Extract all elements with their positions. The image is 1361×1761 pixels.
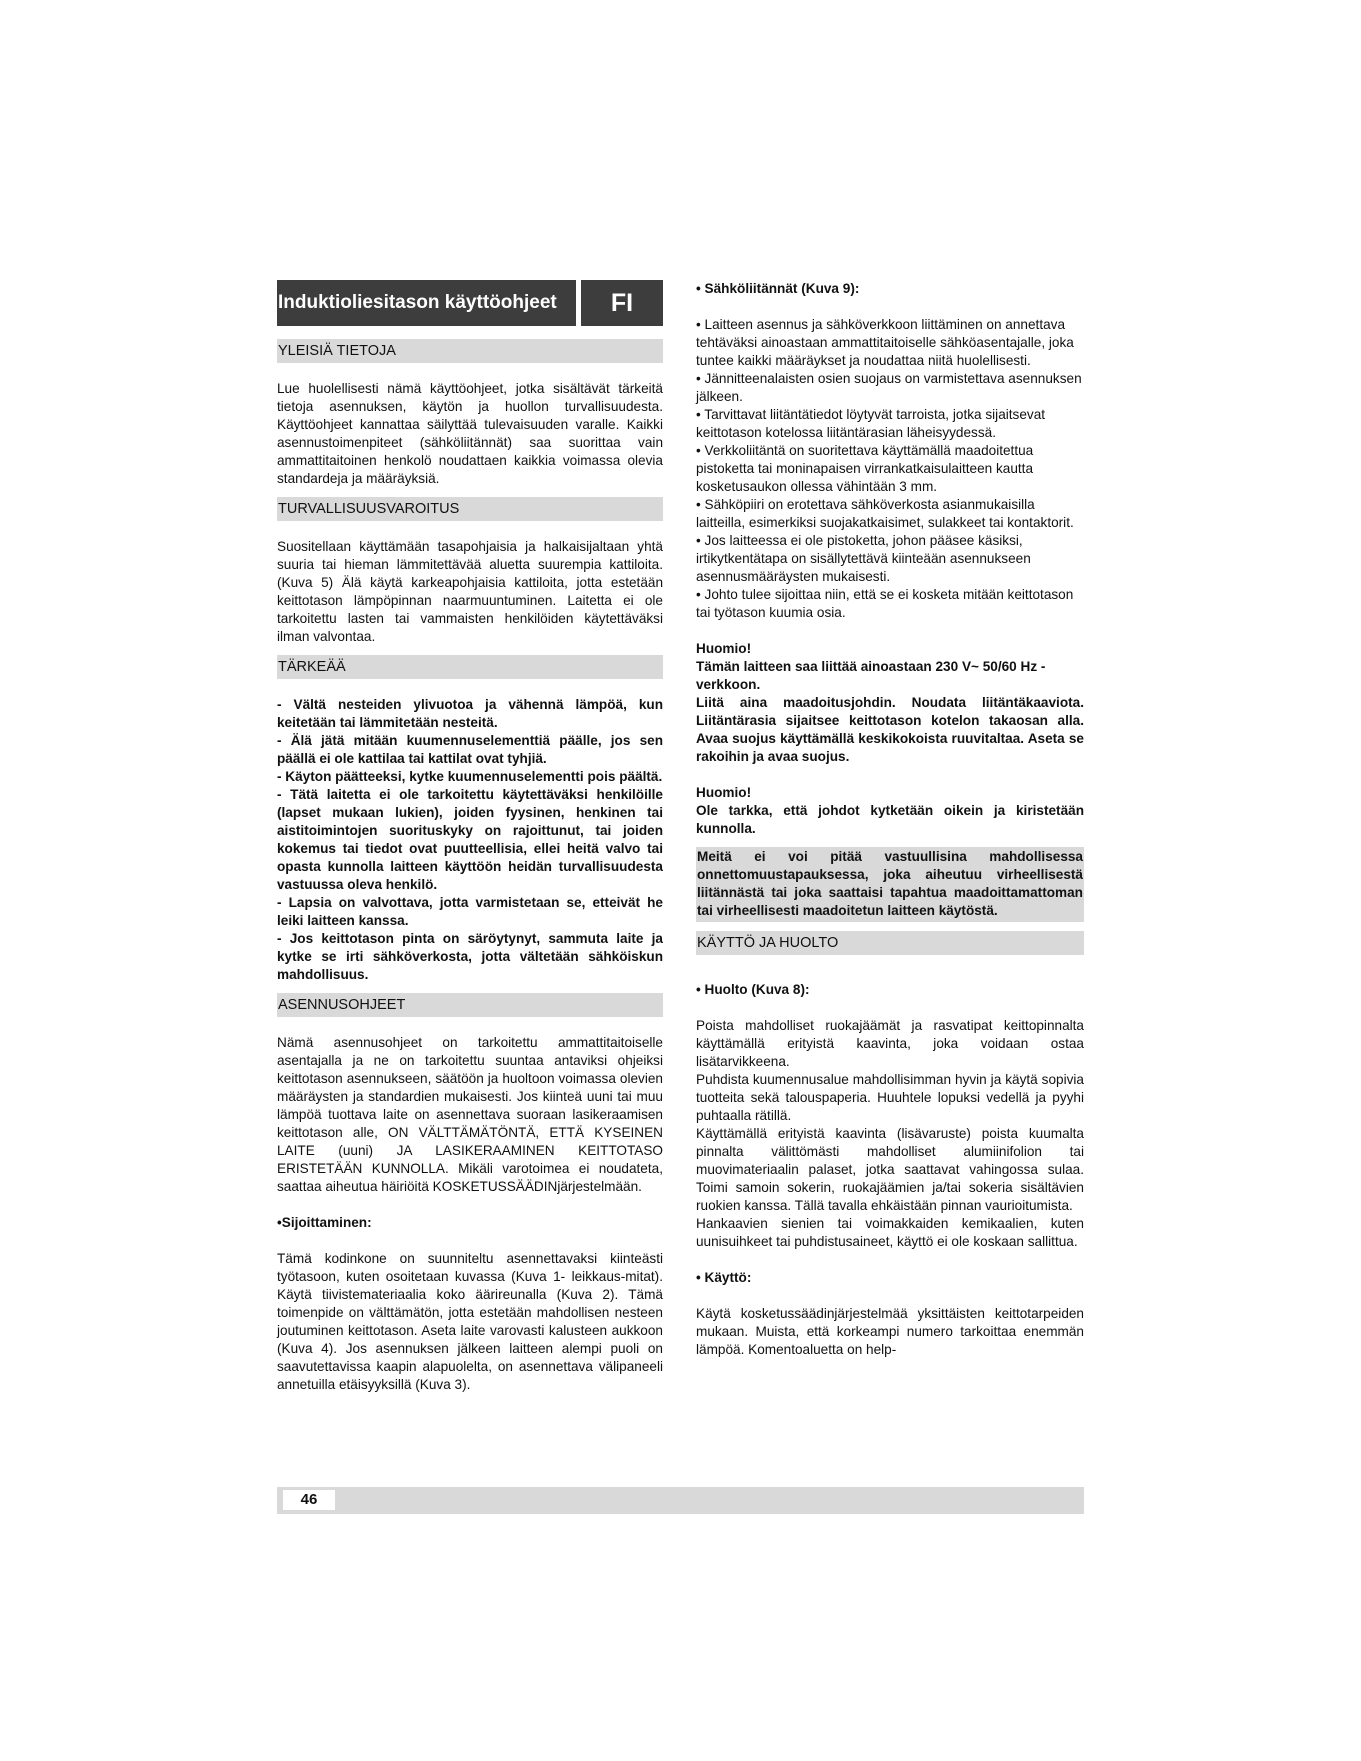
section-heading-important: TÄRKEÄÄ [277, 655, 663, 679]
electrical-heading: • Sähköliitännät (Kuva 9): [696, 281, 860, 296]
grounding-note: Liitä aina maadoitusjohdin. Noudata liitäntäkaaviota. Liitäntärasia sijaitsee keittotason kotelon takaosan alla. Avaa suojus käyttämällä keskikokoista ruuvitaltaa. Aseta se rakoihin ja avaa suojus. [696, 695, 1084, 764]
electrical-item: • Tarvittavat liitäntätiedot löytyvät tarroista, jotka sijaitsevat keittotason kotelossa liitäntärasian läheisyydessä. [696, 407, 1046, 440]
page-title: Induktioliesitason käyttöohjeet [277, 280, 576, 326]
left-column [277, 280, 663, 1394]
installation-text: Nämä asennusohjeet on tarkoitettu ammattitaitoiselle asentajalla ja ne on tarkoitettu suuntaa antaviksi ohjeiksi keittotason asennukseen, säätöön ja huoltoon voimassa olevien määräysten ja standardien mukaisesti. Jos kiinteä uuni tai muu lämpöä tuottava laite on asennettava suoraan lasikeraamisen keittotason alle, ON VÄLTTÄMÄTÖNTÄ, ETTÄ KYSEINEN LAITE (uuni) JA LASIKERAAMINEN KEITTOTASO ERISTETÄÄN KUNNOLLA. Mikäli varotoimea ei noudateta, saattaa aiheutua häiriöitä KOSKETUSSÄÄDINjärjestelmään. [277, 1035, 663, 1194]
placement-heading: •Sijoittaminen: [277, 1215, 372, 1230]
maintenance-paragraph: Poista mahdolliset ruokajäämät ja rasvatipat keittopinnalta käyttämällä erityistä kaavinta, joka voidaan ostaa lisätarvikkeena. [696, 1018, 1084, 1069]
important-item: - Jos keittotason pinta on säröytynyt, sammuta laite ja kytke se irti sähköverkosta, jotta vältetään sähköiskun mahdollisuus. [277, 931, 663, 982]
title-bar [277, 280, 663, 326]
operation-text: Käytä kosketussäädinjärjestelmää yksittäisten keittotarpeiden mukaan. Muista, että korkeampi numero tarkoittaa enemmän lämpöä. Komentoaluetta on help- [696, 1306, 1084, 1357]
electrical-item: • Johto tulee sijoittaa niin, että se ei kosketa mitään keittotason tai työtason kuumia osia. [696, 587, 1074, 620]
operation-heading: • Käyttö: [696, 1270, 752, 1285]
important-item: - Vältä nesteiden ylivuotoa ja vähennä lämpöä, kun keitetään tai lämmitetään nesteitä. [277, 697, 663, 730]
right-column [696, 280, 1084, 1359]
electrical-item: • Sähköpiiri on erotettava sähköverkosta asianmukaisilla laitteilla, esimerkiksi suojakatkaisimet, sulakkeet tai kontaktorit. [696, 497, 1074, 530]
placement-text: Tämä kodinkone on suunniteltu asennettavaksi kiinteästi työtasoon, kuten osoitetaan kuvassa (Kuva 1- leikkaus-mitat). Käytä tiivistemateriaalia koko äärireunalla (Kuva 2). Tämä toimenpide on välttämätön, jotta estetään mahdollisen nesteen joutuminen keittotason. Aseta laite varovasti kalusteen aukkoon (Kuva 4). Jos asennuksen jälkeen laitteen alempi puoli on saavutettavissa kaapin alapuolelta, on asennettava välipaneeli annetuilla etäisyyksillä (Kuva 3). [277, 1251, 663, 1392]
page-number: 46 [283, 1490, 335, 1510]
maintenance-heading: • Huolto (Kuva 8): [696, 982, 810, 997]
section-heading-installation: ASENNUSOHJEET [277, 993, 663, 1017]
wiring-note: Ole tarkka, että johdot kytketään oikein ja kiristetään kunnolla. [696, 803, 1084, 836]
general-info-text: Lue huolellisesti nämä käyttöohjeet, jotka sisältävät tärkeitä tietoja asennuksen, käytön ja huollon turvallisuudesta. Käyttöohjeet kannattaa säilyttää tulevaisuuden varalle. Kaikki asennustoimenpiteet (sähköliitännät) saa suorittaa vain ammattitaitoinen henkolö noudattaen kaikkia voimassa olevia standardeja ja määräyksiä. [277, 381, 663, 486]
electrical-item: • Laitteen asennus ja sähköverkkoon liittäminen on annettava tehtäväksi ainoastaan ammattitaitoiselle sähköasentajalle, joka tuntee kaikki määräykset ja noudattaa niitä huolellisesti. [696, 317, 1074, 368]
safety-warning-text: Suositellaan käyttämään tasapohjaisia ja halkaisijaltaan yhtä suuria tai hieman lämmitettävää aluetta suurempia kattiloita. (Kuva 5) Älä käytä karkeapohjaisia kattiloita, jotta estetään keittotason lämpöpinnan naarmuuntuminen. Laitetta ei ole tarkoitettu lasten tai vammaisten henkilöiden käytettäväksi ilman valvontaa. [277, 539, 663, 644]
important-item: - Käyton päätteeksi, kytke kuumennuselementti pois päältä. [277, 769, 663, 784]
electrical-item: • Jos laitteessa ei ole pistoketta, johon pääsee käsiksi, irtikytkentätapa on sisällytettävä kiinteään asennukseen asennusmääräysten mukaisesti. [696, 533, 1031, 584]
section-heading-use-maintenance: KÄYTTÖ JA HUOLTO [696, 931, 1084, 955]
note-heading: Huomio! [696, 785, 752, 800]
electrical-item: • Verkkoliitäntä on suoritettava käyttämällä maadoitettua pistoketta tai moninapaisen virrankatkaisulaitteen kautta kosketusaukon ollessa vähintään 3 mm. [696, 443, 1034, 494]
section-heading-safety: TURVALLISUUSVAROITUS [277, 497, 663, 521]
liability-text: Meitä ei voi pitää vastuullisina mahdollisessa onnettomuustapauksessa, joka aiheutuu virheellisestä liitännästä tai joka saattaisi tapahtua maadoittamattoman tai virheellisesti maadoitetun laitteen käytöstä. [697, 849, 1083, 918]
language-badge: FI [581, 280, 663, 326]
important-item: - Tätä laitetta ei ole tarkoitettu käytettäväksi henkilöille (lapset mukaan lukien), joiden fyysinen, henkinen tai aistitoimintojen suorituskyky on rajoittunut, tai joiden kokemus tai tiedot ovat puutteellisia, ellei heitä valvo tai opasta kunnolla laitteen käyttöön heidän turvallisuudesta vastuussa oleva henkilö. [277, 787, 663, 892]
voltage-note: Tämän laitteen saa liittää ainoastaan 230 V~ 50/60 Hz -verkkoon. [696, 659, 1046, 692]
page-footer [277, 1487, 1084, 1514]
important-item: - Älä jätä mitään kuumennuselementtiä päälle, jos sen päällä ei ole kattilaa tai kattilat ovat tyhjiä. [277, 733, 663, 766]
section-heading-general: YLEISIÄ TIETOJA [277, 339, 663, 363]
maintenance-paragraph: Hankaavien sienien tai voimakkaiden kemikaalien, kuten uunisuihkeet tai puhdistusaineet, käyttö ei ole koskaan sallittua. [696, 1216, 1084, 1249]
liability-box [696, 847, 1084, 922]
maintenance-paragraph: Käyttämällä erityistä kaavinta (lisävaruste) poista kuumalta pinnalta välittömästi mahdolliset alumiinifolion tai muovimateriaalin palaset, jotka saattavat vahingossa sulaa. Toimi samoin sokerin, ruokajäämien ja/tai sokeria sisältävien ruokien kanssa. Tällä tavalla ehkäistään pinnan vaurioitumista. [696, 1126, 1084, 1213]
maintenance-paragraph: Puhdista kuumennusalue mahdollisimman hyvin ja käytä sopivia tuotteita sekä talouspaperia. Huuhtele lopuksi vedellä ja pyyhi puhtaalla rätillä. [696, 1072, 1084, 1123]
important-item: - Lapsia on valvottava, jotta varmistetaan se, etteivät he leiki laitteen kanssa. [277, 895, 663, 928]
note-heading: Huomio! [696, 641, 752, 656]
electrical-item: • Jännitteenalaisten osien suojaus on varmistettava asennuksen jälkeen. [696, 371, 1082, 404]
